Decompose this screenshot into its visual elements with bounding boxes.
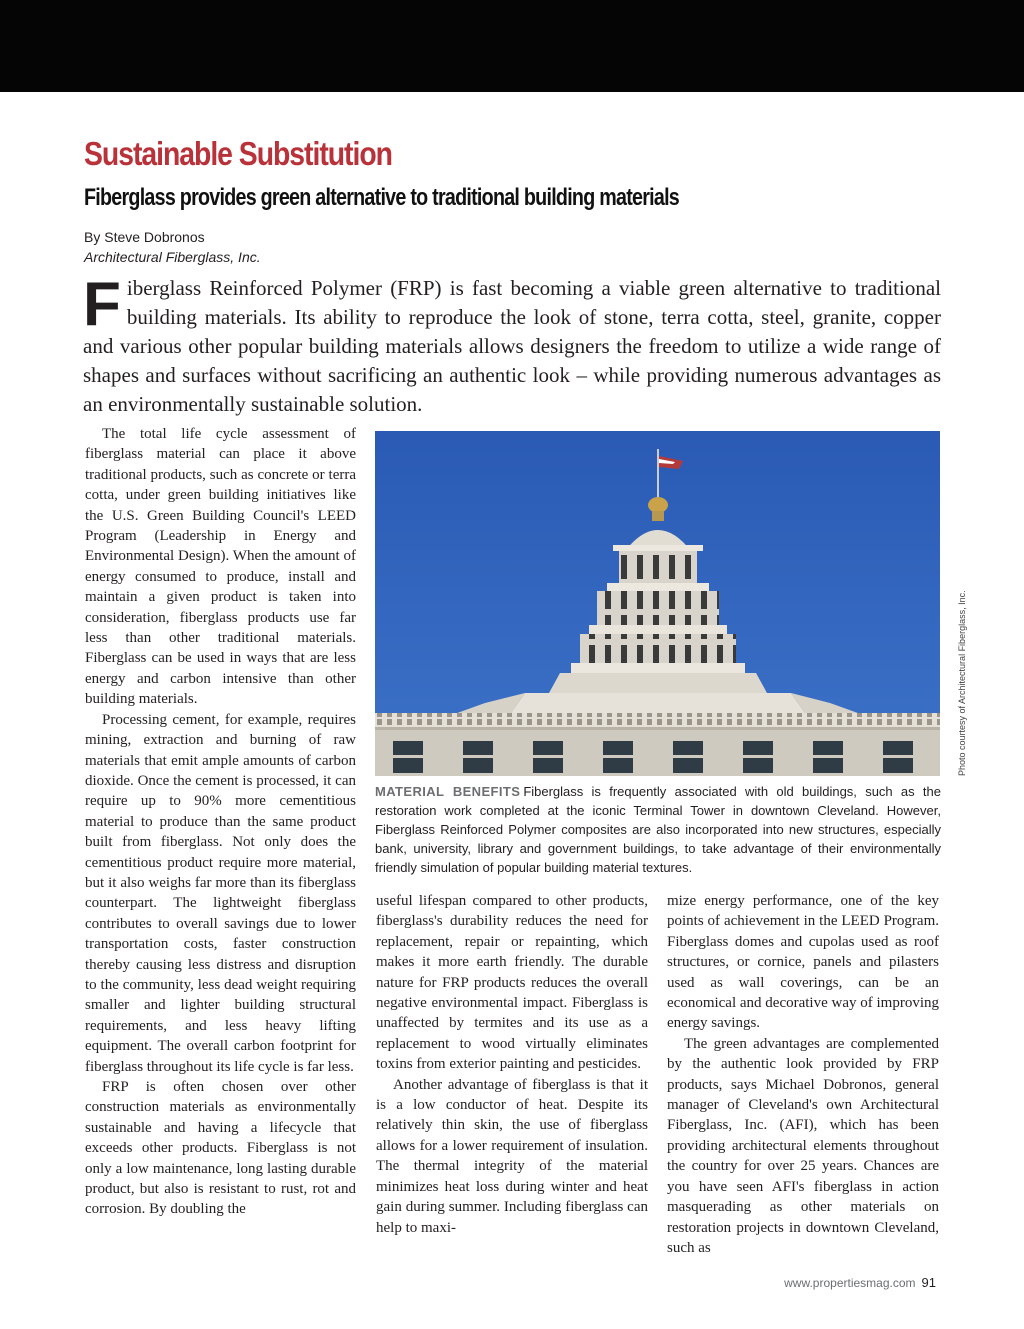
body-paragraph: FRP is often chosen over other construction materials as environmentally sustainable and having a lifecycle that exceeds other products. Fiberglass is not only a low maintenance, long lasting durable product, but also is resistant to rust, rot and corrosion. By doubling the (85, 1079, 356, 1218)
column-3 (667, 891, 939, 1258)
top-black-bar (0, 0, 1024, 92)
lead-paragraph (83, 270, 941, 419)
lead-text: iberglass Reinforced Polymer (FRP) is fast becoming a viable green alternative to traditional building materials. Its ability to reproduce the look of stone, terra cotta, steel, granite, copper and various other popular building materials allows designers the freedom to utilize a wide range of shapes and surfaces without sacrificing an authentic look – while providing numerous advantages as an environmentally sustainable solution. (83, 276, 941, 416)
body-paragraph: mize energy performance, one of the key points of achievement in the LEED Program. Fiberglass domes and cupolas used as roof structures, or cornice, panels and pilasters used as wall coverings, can be an economical and decorative way of improving energy savings. (667, 893, 939, 1032)
photo-caption (375, 782, 941, 877)
body-paragraph: Processing cement, for example, requires mining, extraction and burning of raw materials that emit ample amounts of carbon dioxide. Once the cement is processed, it can require up to 90% more cementitious material to produce than the same product built from fiberglass. Not only does the cementitious product require more material, but it also weighs far more than its fiberglass counterpart. The lightweight fiberglass contributes to overall savings due to lower transportation costs, faster construction thereby causing less distress and disruption to the community, less dead weight requiring smaller and lighter building structural requirements, and less heavy lifting equipment. The overall carbon footprint for fiberglass throughout its life cycle is far less. (85, 711, 356, 1075)
author-company: Architectural Fiberglass, Inc. (84, 249, 261, 265)
body-paragraph: Another advantage of fiberglass is that it is a low conductor of heat. Despite its relatively thin skin, the use of fiberglass allows for a lower requirement of insulation. The thermal integrity of the material minimizes heat loss during winter and heat gain during summer. Including fiberglass can help to maxi- (376, 1076, 648, 1236)
author-name: By Steve Dobronos (84, 229, 205, 245)
drop-cap: F (83, 270, 121, 339)
caption-label: MATERIAL BENEFITS (375, 784, 521, 799)
footer-url[interactable]: www.propertiesmag.com (784, 1276, 916, 1290)
body-paragraph: The green advantages are complemented by the authentic look provided by FRP products, says Michael Dobronos, general manager of Cleveland's own Architectural Fiberglass, Inc. (AFI), which has been providing architectural elements throughout the country for over 25 years. Chances are you have seen AFI's fiberglass in action masquerading as other materials on restoration projects in downtown Cleveland, such as (667, 1035, 939, 1256)
photo-credit-text: Photo courtesy of Architectural Fiberglass, Inc. (957, 590, 967, 776)
byline-block (84, 227, 261, 267)
column-1 (85, 424, 356, 1220)
body-paragraph: useful lifespan compared to other products, fiberglass's durability reduces the need for replacement, repair or repainting, which makes it more earth friendly. The durable nature for FRP products reduces the overall negative environmental impact. Fiberglass is unaffected by termites and its use as a replacement to wood virtually eliminates toxins from exterior painting and pesticides. (376, 893, 648, 1073)
page-number: 91 (921, 1275, 936, 1290)
page-footer (740, 1275, 936, 1290)
column-2 (376, 891, 648, 1238)
tower-illustration (375, 431, 940, 776)
article-title: Sustainable Substitution (84, 135, 392, 172)
terminal-tower-photo (375, 431, 940, 776)
caption-text: Fiberglass is frequently associated with old buildings, such as the restoration work completed at the iconic Terminal Tower in downtown Cleveland. However, Fiberglass Reinforced Polymer composites are also incorporated into new structures, especially bank, university, library and government buildings, to take advantage of their environmentally friendly simulation of popular building material textures. (375, 784, 941, 875)
article-subtitle: Fiberglass provides green alternative to traditional building materials (84, 184, 680, 211)
body-paragraph: The total life cycle assessment of fiberglass material can place it above traditional products, such as concrete or terra cotta, under green building initiatives like the U.S. Green Building Council's LEED Program (Leadership in Energy and Environmental Design). When the amount of energy consumed to produce, install and maintain a given product is taken into consideration, fiberglass products use far less than other traditional materials. Fiberglass can be used in ways that are less energy and carbon intensive than other building materials. (85, 426, 356, 708)
